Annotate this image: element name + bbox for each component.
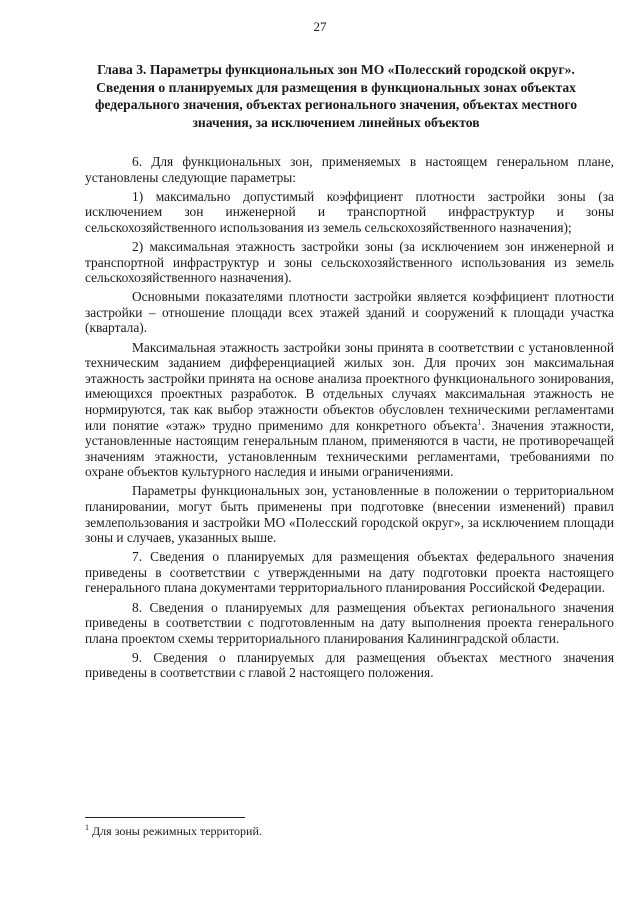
paragraph-item-9: 9. Сведения о планируемых для размещения объектах местного значения приведены в соответствии с главой 2 настоящего положения.: [85, 649, 614, 681]
footnote: [85, 824, 605, 839]
chapter-heading: Глава 3. Параметры функциональных зон МО «Полесский городской округ». Сведения о планируемых для размещения в функциональных зонах объектах федерального значения, объектах регионального значения, объектах местного значения, за исключением линейных объектов: [94, 62, 578, 130]
paragraph-item-6: 6. Для функциональных зон, применяемых в настоящем генеральном плане, установлены следующие параметры:: [85, 154, 614, 185]
paragraph-item-7: 7. Сведения о планируемых для размещения объектах федерального значения приведены в соответствии с утвержденными на дату подготовки проекта настоящего генерального плана документами территориального планирования Российской Федерации.: [85, 549, 614, 596]
storeys-text-part-2: . Значения этажности, установленные настоящим генеральным планом, применяются в части, не противоречащей значениям этажности, установленным техническими регламентами, требованиями по охране объектов культурного наследия и иными ограничениями.: [85, 417, 614, 480]
paragraph-param-2: 2) максимальная этажность застройки зоны (за исключением зон инженерной и транспортной инфраструктур и зоны сельскохозяйственного использования из земель сельскохозяйственного назначения).: [85, 238, 614, 286]
paragraph-density: Основными показателями плотности застройки является коэффициент плотности застройки – отношение площади всех этажей зданий и сооружений к площади участка (квартала).: [85, 289, 614, 336]
footnote-reference[interactable]: 1: [477, 417, 482, 427]
paragraph-item-8: 8. Сведения о планируемых для размещения объектах регионального значения приведены в соответствии с подготовленным на дату выполнения проекта генерального плана проектом схемы территориального планирования Калининградской области.: [85, 599, 614, 646]
paragraph-storeys: [85, 340, 614, 480]
storeys-text-part-1: Максимальная этажность застройки зоны принята в соответствии с установленной техническим заданием дифференциацией жилых зон. Для прочих зон максимальная этажность застройки принята на основе анализа проектного функционального зонирования, имеющихся проектных разработок. В отдельных случаях максимальная этажность не нормируются, так как выбор этажности объектов обусловлен техническими регламентами или понятие «этаж» трудно применимо для конкретного объекта: [85, 339, 614, 433]
page-number: 27: [313, 19, 327, 34]
footnote-divider: [85, 817, 245, 818]
body-text: [85, 154, 614, 685]
footnote-text: Для зоны режимных территорий.: [89, 824, 262, 838]
paragraph-zone-parameters: Параметры функциональных зон, установленные в положении о территориальном планировании, могут быть применены при подготовке (внесении изменений) правил землепользования и застройки МО «Полесский городской округ», за исключением площади зоны и случаев, указанных выше.: [85, 483, 614, 546]
paragraph-param-1: 1) максимально допустимый коэффициент плотности застройки зоны (за исключением зон инженерной и транспортной инфраструктур и зоны сельскохозяйственного использования из земель сельскохозяйственного назначения);: [85, 188, 614, 235]
footnote-mark: 1: [85, 823, 89, 832]
